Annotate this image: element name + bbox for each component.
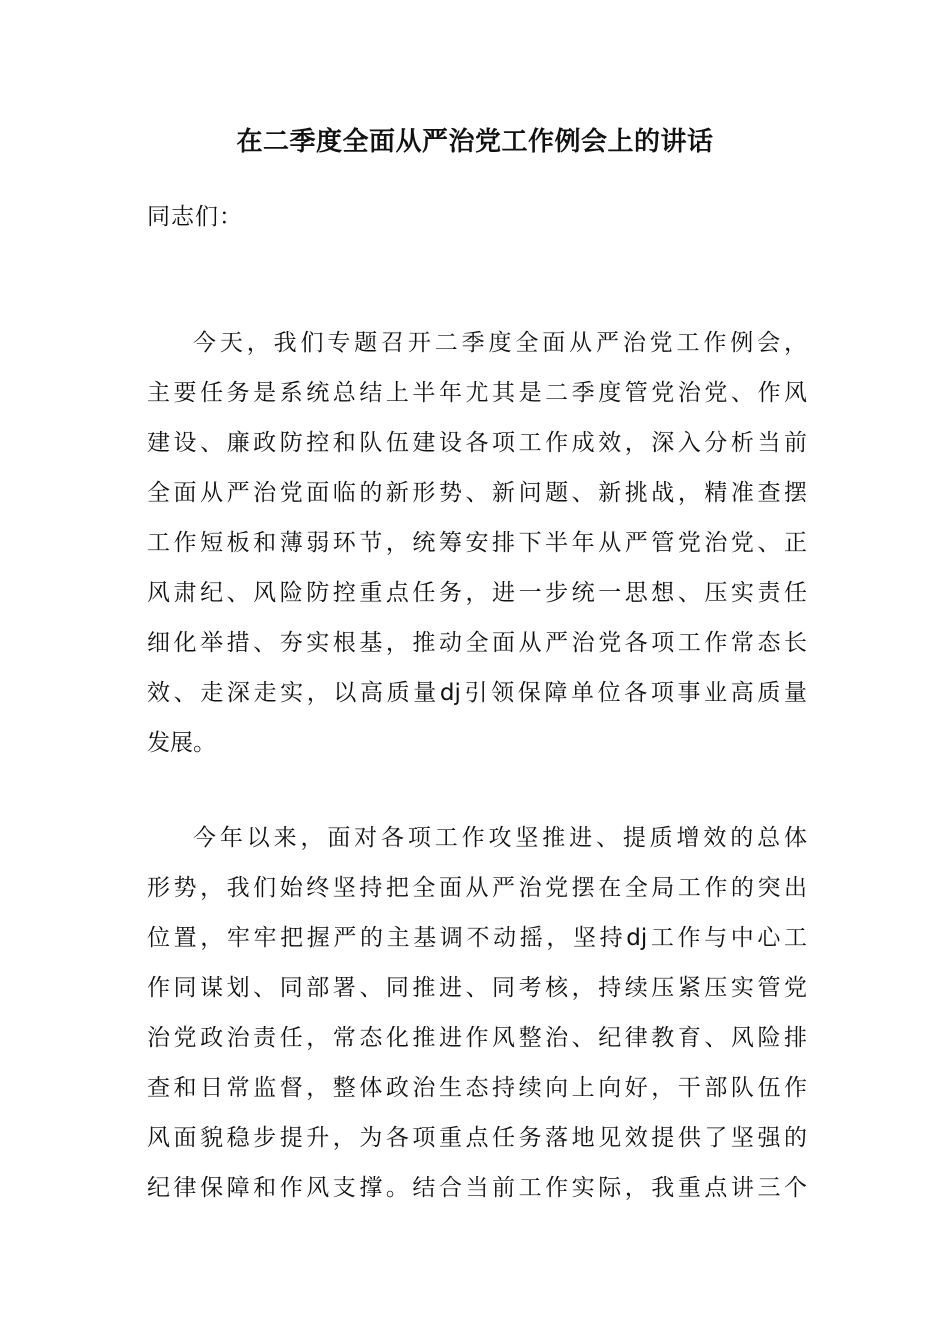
paragraph-line: 查和日常监督，整体政治生态持续向上向好，干部队伍作 [147,1075,807,1101]
paragraph-line: 风肃纪、风险防控重点任务，进一步统一思想、压实责任 [147,580,807,606]
paragraph-line: 今天，我们专题召开二季度全面从严治党工作例会， [193,330,807,356]
paragraph-line: 效、走深走实，以高质量dj引领保障单位各项事业高质量 [147,680,807,706]
paragraph-1 [147,318,807,768]
document-title: 在二季度全面从严治党工作例会上的讲话 [236,127,714,157]
paragraph-2 [147,813,807,1213]
paragraph-line: 形势，我们始终坚持把全面从严治党摆在全局工作的突出 [147,875,807,901]
paragraph-line: 主要任务是系统总结上半年尤其是二季度管党治党、作风 [147,380,807,406]
paragraph-line: 位置，牢牢把握严的主基调不动摇，坚持dj工作与中心工 [147,925,807,951]
salutation: 同志们： [147,204,243,230]
paragraph-line: 纪律保障和作风支撑。结合当前工作实际，我重点讲三个 [147,1175,807,1201]
paragraph-line: 工作短板和薄弱环节，统筹安排下半年从严管党治党、正 [147,530,807,556]
paragraph-line: 今年以来，面对各项工作攻坚推进、提质增效的总体 [193,825,807,851]
paragraph-line: 作同谋划、同部署、同推进、同考核，持续压紧压实管党 [147,975,807,1001]
paragraph-line: 全面从严治党面临的新形势、新问题、新挑战，精准查摆 [147,480,807,506]
paragraph-line: 治党政治责任，常态化推进作风整治、纪律教育、风险排 [147,1025,807,1051]
paragraph-line: 发展。 [147,730,216,756]
paragraph-line: 风面貌稳步提升，为各项重点任务落地见效提供了坚强的 [147,1125,807,1151]
paragraph-line: 细化举措、夯实根基，推动全面从严治党各项工作常态长 [147,630,807,656]
paragraph-line: 建设、廉政防控和队伍建设各项工作成效，深入分析当前 [147,430,807,456]
